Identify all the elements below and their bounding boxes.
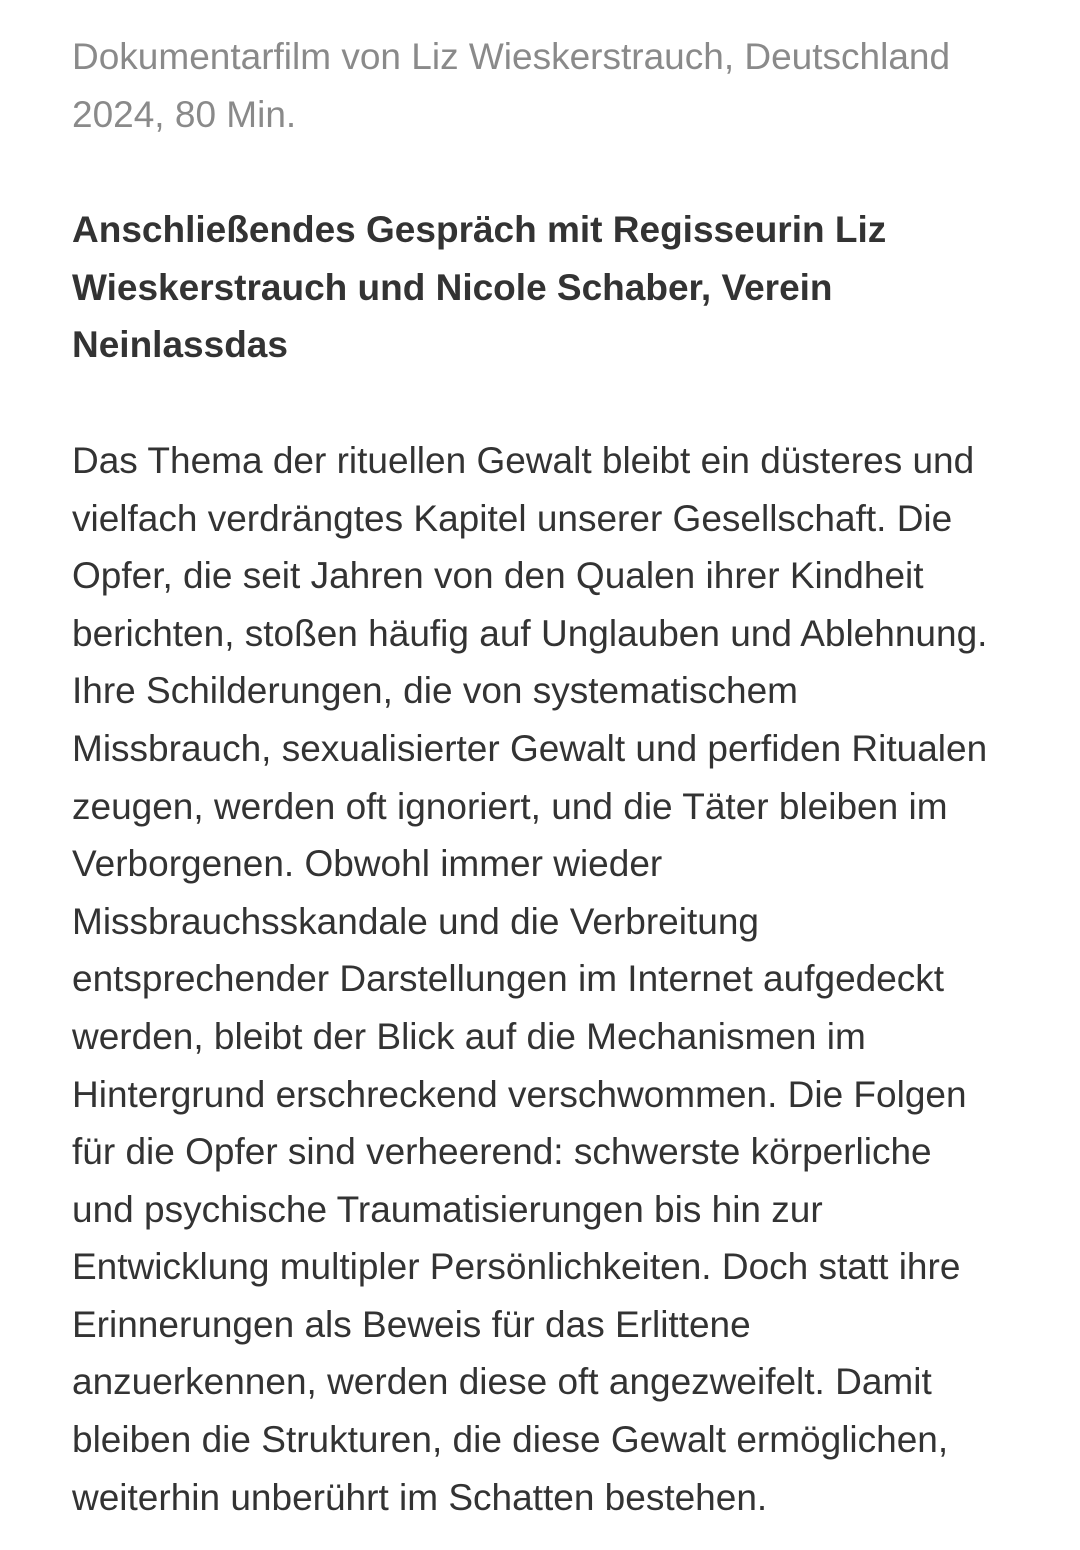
discussion-heading-line: Neinlassdas — [72, 324, 288, 366]
description-line: Erinnerungen als Beweis für das Erlittene — [72, 1303, 751, 1345]
description-line: zeugen, werden oft ignoriert, und die Täter bleiben im — [72, 785, 948, 827]
description-line: anzuerkennen, werden diese oft angezweifelt. Damit — [72, 1361, 932, 1403]
description-line: Ihre Schilderungen, die von systematischem — [72, 670, 798, 712]
description-line: für die Opfer sind verheerend: schwerste körperliche — [72, 1131, 932, 1173]
description-line: Verborgenen. Obwohl immer wieder — [72, 843, 663, 885]
description-line: Missbrauchsskandale und die Verbreitung — [72, 900, 759, 942]
film-meta-info — [72, 28, 1002, 143]
description-line: bleiben die Strukturen, die diese Gewalt ermöglichen, — [72, 1419, 949, 1461]
description-line: werden, bleibt der Blick auf die Mechanismen im — [72, 1015, 866, 1057]
description-line: berichten, stoßen häufig auf Unglauben und Ablehnung. — [72, 612, 988, 654]
description-line: Missbrauch, sexualisierter Gewalt und perfiden Ritualen — [72, 727, 988, 769]
film-meta-line: 2024, 80 Min. — [72, 93, 297, 135]
description-line: Opfer, die seit Jahren von den Qualen ihrer Kindheit — [72, 555, 924, 597]
description-line: Das Thema der rituellen Gewalt bleibt ein düsteres und — [72, 439, 975, 481]
description-line: Entwicklung multipler Persönlichkeiten. Doch statt ihre — [72, 1246, 961, 1288]
film-meta-line: Dokumentarfilm von Liz Wieskerstrauch, Deutschland — [72, 36, 951, 77]
discussion-heading-line: Anschließendes Gespräch mit Regisseurin Liz — [72, 209, 887, 251]
discussion-heading — [72, 201, 932, 374]
description-line: vielfach verdrängtes Kapitel unserer Gesellschaft. Die — [72, 497, 953, 539]
description-line: Hintergrund erschreckend verschwommen. Die Folgen — [72, 1073, 967, 1115]
description-line: weiterhin unberührt im Schatten bestehen. — [72, 1476, 768, 1518]
description-line: und psychische Traumatisierungen bis hin zur — [72, 1188, 823, 1230]
event-article — [72, 28, 1032, 1526]
description-text — [72, 432, 1027, 1526]
discussion-heading-line: Wieskerstrauch und Nicole Schaber, Verein — [72, 266, 833, 308]
description-line: entsprechender Darstellungen im Internet aufgedeckt — [72, 958, 945, 1000]
